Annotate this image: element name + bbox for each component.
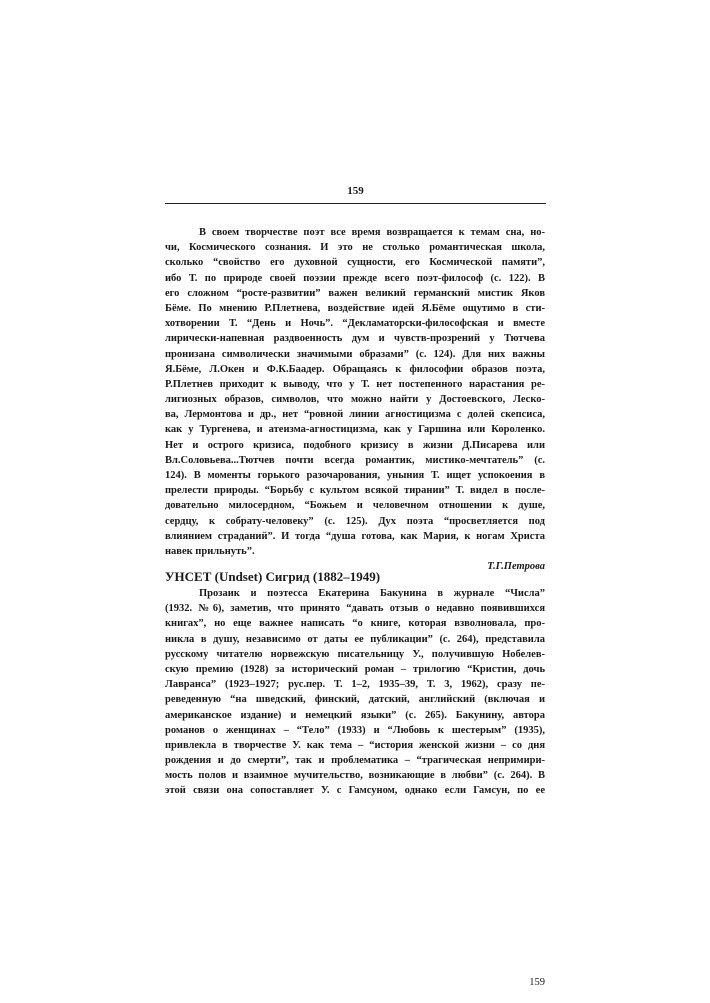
text-line: Нет и острого кризиса, подобного кризису в жизни Д.Писарева или xyxy=(165,439,545,451)
text-line: ибо Т. по природе своей поэзии прежде всего поэт-философ (с. 122). В xyxy=(165,272,545,284)
article-body-tyutchev xyxy=(165,225,545,574)
text-line: американское издание) и немецкий языки” (с. 265). Бакунину, автора xyxy=(165,709,545,721)
text-line: реведенную “на шведский, финский, датский, английский (включая и xyxy=(165,694,545,706)
text-line: Прозаик и поэтесса Екатерина Бакунина в журнале “Числа” xyxy=(199,588,545,599)
text-line: лирически-напевная раздвоенность дум и чувств-прозрений у Тютчева xyxy=(165,333,545,345)
article-title: УНСЕТ (Undset) Сигрид (1882–1949) xyxy=(165,569,381,584)
text-line: Р.Плетнев приходит к выводу, что у Т. нет постепенного нарастания ре- xyxy=(165,378,545,390)
author-signature: Т.Г.Петрова xyxy=(487,561,545,573)
text-line: Я.Бёме, Л.Окен и Ф.К.Баадер. Обращаясь к философии образов поэта, xyxy=(165,363,545,375)
text-line: пронизана символически значимыми образами” (с. 124). Для них важны xyxy=(165,348,545,360)
footer-page-number: 159 xyxy=(529,977,545,988)
text-line: никла в душу, независимо от даты ее публикации” (с. 264), представила xyxy=(165,633,545,645)
text-line: Лавранса” (1923–1927; рус.пер. Т. 1–2, 1935–39, Т. 3, 1962), сразу пе- xyxy=(165,679,545,691)
text-line: скую премию (1928) за исторический роман – трилогию “Кристин, дочь xyxy=(165,663,545,675)
text-line: этой связи она сопоставляет У. с Гамсуном, однако если Гамсун, по ее xyxy=(165,785,545,797)
text-line: мость полов и взаимное мучительство, возникающие в любви” (с. 264). В xyxy=(165,770,545,782)
header-rule xyxy=(165,203,546,204)
text-line: навек прильнуть”. xyxy=(165,545,255,557)
text-line: сколько “свойство его духовной сущности, его Космической памяти”, xyxy=(165,257,545,269)
text-line: лигиозных образов, символов, что можно найти у Достоевского, Леско- xyxy=(165,394,545,406)
text-line: романов о женщинах – “Тело” (1933) и “Любовь к шестерым” (1935), xyxy=(165,724,545,736)
text-line: книгах”, но еще важнее написать “о книге, которая взволновала, про- xyxy=(165,618,545,630)
text-line: В своем творчестве поэт все время возвращается к темам сна, но- xyxy=(199,227,545,238)
running-head-page-number: 159 xyxy=(347,185,364,197)
text-line: хотворении Т. “День и Ночь”. “Декламаторски-философская и вместе xyxy=(165,318,545,330)
text-line: 124). В моменты горького разочарования, уныния Т. ищет успокоения в xyxy=(165,470,545,481)
text-line: Бёме. По мнению Р.Плетнева, воздействие идей Я.Бёме ощутимо в сти- xyxy=(165,302,545,314)
text-line: чи, Космического сознания. И это не столько романтическая школа, xyxy=(165,242,545,254)
text-line: довательно милосердном, “Божьем и человечном отношении к душе, xyxy=(165,500,545,512)
text-line: влиянием страданий”. И тогда “душа готова, как Мария, к ногам Христа xyxy=(165,530,545,542)
text-line: как у Тургенева, и атеизма-агностицизма, как у Гаршина или Короленко. xyxy=(165,424,545,436)
text-line: Вл.Соловьева...Тютчев почти всегда романтик, мистико-мечтатель” (с. xyxy=(165,454,545,466)
text-line: рождения и до смерти”, так и проблематика – “трагическая непримири- xyxy=(165,755,545,767)
text-line: русскому читателю норвежскую писательницу У., получившую Нобелев- xyxy=(165,648,545,660)
text-line: привлекла в творчестве У. как тема – “история женской жизни – со дня xyxy=(165,739,545,751)
article-body-undset xyxy=(165,568,545,799)
text-line: сердцу, к собрату-человеку” (с. 125). Дух поэта “просветляется под xyxy=(165,515,545,527)
text-line: ва, Лермонтова и др., нет “ровной линии агностицизма с долей скепсиса, xyxy=(165,409,545,421)
text-line: (1932. №6), заметив, что принято “давать отзыв о недавно появившихся xyxy=(165,603,545,615)
text-line: прелести природы. “Борьбу с культом всякой тирании” Т. видел в после- xyxy=(165,485,545,497)
text-line: его сложном “росте-развитии” важен великий германский мистик Яков xyxy=(165,287,545,299)
